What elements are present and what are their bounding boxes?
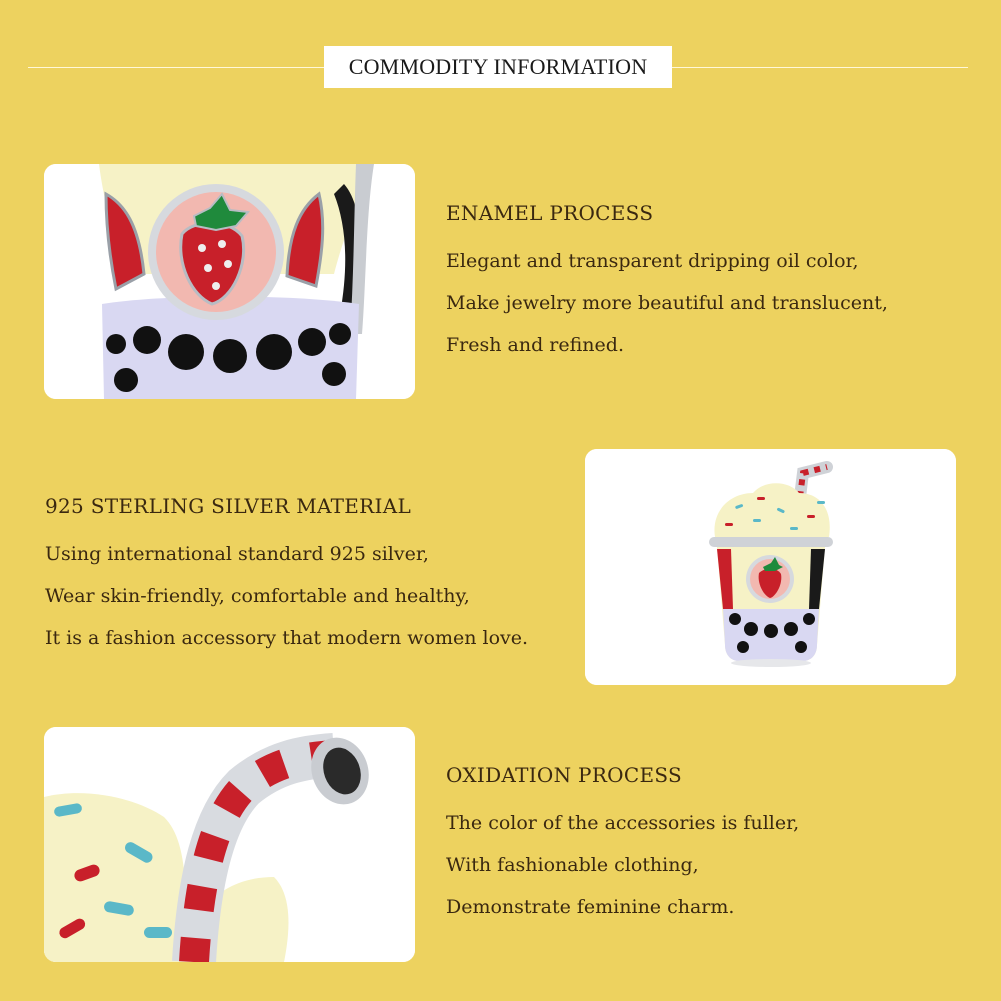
strawberry-charm-closeup-illustration	[44, 164, 415, 399]
enamel-process-line: Fresh and refined.	[446, 334, 624, 356]
enamel-process-section	[446, 201, 888, 366]
oxidation-process-heading: OXIDATION PROCESS	[446, 763, 683, 787]
sterling-silver-line: Wear skin-friendly, comfortable and healthy,	[45, 585, 470, 607]
enamel-process-line: Make jewelry more beautiful and translucent,	[446, 292, 888, 314]
page-title: COMMODITY INFORMATION	[324, 46, 672, 88]
oxidation-process-line: Demonstrate feminine charm.	[446, 896, 735, 918]
oxidation-process-line: With fashionable clothing,	[446, 854, 699, 876]
sterling-silver-section	[45, 494, 528, 659]
oxidation-closeup-image	[44, 727, 415, 962]
full-charm-image	[585, 449, 956, 685]
sterling-silver-line: Using international standard 925 silver,	[45, 543, 429, 565]
oxidation-process-line: The color of the accessories is fuller,	[446, 812, 800, 834]
straw-closeup-illustration	[44, 727, 415, 962]
header-rule-right	[672, 67, 968, 68]
enamel-process-line: Elegant and transparent dripping oil color,	[446, 250, 859, 272]
sterling-silver-line: It is a fashion accessory that modern women love.	[45, 627, 529, 649]
oxidation-process-section	[446, 763, 799, 928]
sterling-silver-heading: 925 STERLING SILVER MATERIAL	[45, 494, 412, 518]
header-rule-left	[28, 67, 324, 68]
milkshake-charm-illustration	[585, 449, 956, 685]
enamel-closeup-image	[44, 164, 415, 399]
enamel-process-heading: ENAMEL PROCESS	[446, 201, 654, 225]
